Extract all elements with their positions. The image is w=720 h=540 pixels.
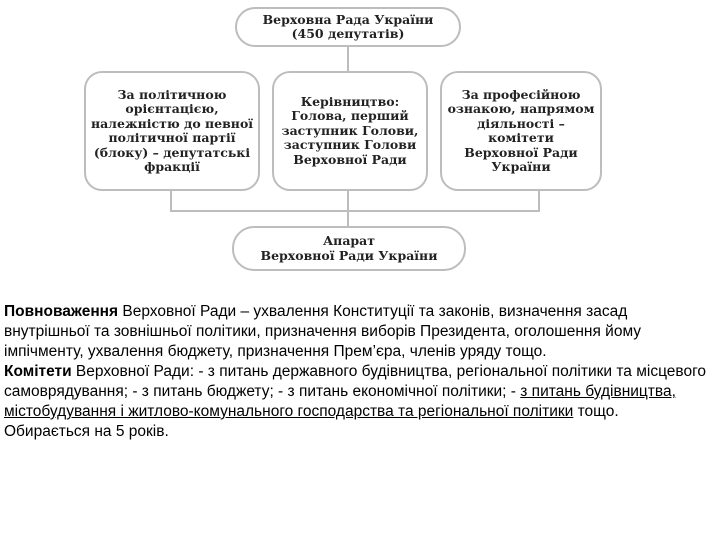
connector-bottom-stem: [347, 190, 349, 228]
box-factions-line: фракції: [144, 159, 200, 174]
box-apparatus-title: Апарат: [322, 233, 375, 248]
box-leadership-line: Голова, перший: [291, 108, 409, 124]
box-apparatus: [232, 226, 466, 271]
committees-heading: Комітети: [4, 363, 72, 380]
box-leadership: [272, 71, 428, 191]
powers-text: Верховної Ради – ухвалення Конституції та законів, визначення засад внутрішньої та зовнішньої політики, призначення виборів Президента, оголошення йому імпічменту, ухвалення бюджету, призначення Прем’єра, членів уряду тощо.: [4, 303, 642, 360]
box-leadership-line: заступник Голови: [283, 137, 417, 153]
connector-horizontal: [170, 210, 540, 212]
powers-heading: Повноваження: [4, 303, 119, 320]
powers-paragraph: [4, 302, 716, 362]
connector-right-vertical: [538, 190, 540, 212]
box-leadership-line: заступник Голови,: [281, 122, 419, 138]
term-paragraph: Обирається на 5 років.: [4, 423, 169, 440]
connector-top-stem: [347, 46, 349, 72]
box-committees-line: Верховної Ради: [464, 144, 578, 160]
box-factions-line: орієнтацією,: [125, 101, 219, 116]
box-leadership-line: Керівництво:: [300, 93, 400, 109]
connector-left-vertical: [170, 190, 172, 212]
box-factions-line: належністю до певної: [90, 115, 254, 131]
box-committees-line: комітети: [488, 130, 554, 145]
box-committees-line: За професійною: [461, 86, 581, 102]
box-factions-line: політичної партії: [108, 130, 236, 145]
box-committees-line: ознакою, напрямом: [447, 101, 595, 116]
committees-text: Верховної Ради: - з питань державного будівництва, регіональної політики та місцевого самоврядування; - з питань бюджету; - з питань економічної політики; -: [4, 363, 707, 400]
box-verkhovna-rada: [235, 7, 461, 47]
box-factions: [84, 71, 260, 191]
box-committees: [440, 71, 602, 191]
description-text: [4, 302, 716, 442]
box-committees-line: України: [491, 159, 551, 174]
box-leadership-line: Верховної Ради: [293, 151, 407, 167]
box-verkhovna-rada-count: (450 депутатів): [291, 26, 405, 41]
box-committees-line: діяльності –: [477, 115, 565, 131]
committees-text-end: тощо.: [573, 403, 619, 420]
box-factions-line: За політичною: [117, 86, 227, 102]
committees-underlined-text: з питань будівництва, містобудування і житлово-комунального господарства та регіональної політики: [4, 383, 676, 420]
box-apparatus-subtitle: Верховної Ради України: [260, 247, 438, 263]
box-verkhovna-rada-title: Верховна Рада України: [262, 11, 434, 27]
committees-paragraph: [4, 362, 716, 422]
box-factions-line: (блоку) – депутатські: [93, 144, 251, 160]
